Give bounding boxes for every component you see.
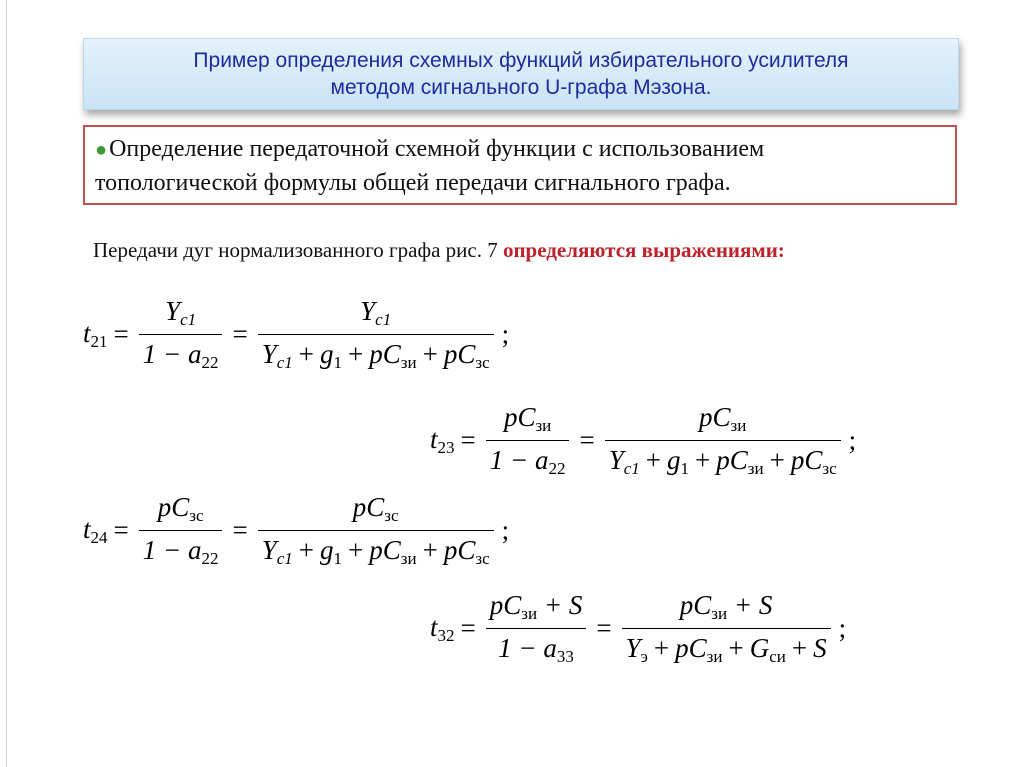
fraction-1: $\frac{Y_{c1}}{1 - a_{22}}$ <box>139 296 223 373</box>
fraction-2: $\frac{pC_{зи}}{Y_{c1} + g_1 + pC_{зи} + pC_{зс}}$ <box>605 402 841 479</box>
slide-title <box>83 38 959 110</box>
intro-emphasis: определяются выражениями: <box>502 238 785 262</box>
fraction-2: $\frac{pC_{зи} + S}{Y_э + pC_{зи} + G_{си} + S}$ <box>622 590 831 667</box>
formula-t32: $t_{32}$ = $\frac{pC_{зи} + S}{1 - a_{33}}$ = $\frac{pC_{зи} + S}{Y_э + pC_{зи} + G_{си} + S}$ ; <box>430 590 847 666</box>
slide-left-border <box>6 0 7 767</box>
formula-lhs: $t_{21}$ <box>83 317 108 351</box>
fraction-1: $\frac{pC_{зи} + S}{1 - a_{33}}$ <box>486 590 587 667</box>
bullet-icon: ● <box>95 139 108 161</box>
definition-line-2: топологической формулы общей передачи сигнального графа. <box>95 170 731 196</box>
definition-line-1: Определение передаточной схемной функции с использованием <box>109 136 765 162</box>
formula-t21: $t_{21}$ = $\frac{Y_{c1}}{1 - a_{22}}$ = $\frac{Y_{c1}}{Y_{c1} + g_1 + pC_{зи} + pC_{зс}}$ ; <box>83 296 510 372</box>
formula-lhs: $t_{24}$ <box>83 513 108 547</box>
fraction-2: $\frac{Y_{c1}}{Y_{c1} + g_1 + pC_{зи} + pC_{зс}}$ <box>258 296 494 373</box>
intro-text: Передачи дуг нормализованного графа рис. 7 определяются выражениями: <box>93 238 785 262</box>
formula-t24: $t_{24}$ = $\frac{pC_{зс}}{1 - a_{22}}$ = $\frac{pC_{зс}}{Y_{c1} + g_1 + pC_{зи} + pC_{зс}}$ ; <box>83 492 510 568</box>
title-line-2: методом сигнального U-графа Мэзона. <box>330 76 712 99</box>
formula-t23: $t_{23}$ = $\frac{pC_{зи}}{1 - a_{22}}$ = $\frac{pC_{зи}}{Y_{c1} + g_1 + pC_{зи} + pC_{зс}}$ ; <box>430 402 857 478</box>
fraction-2: $\frac{pC_{зс}}{Y_{c1} + g_1 + pC_{зи} + pC_{зс}}$ <box>258 492 494 569</box>
definition-box <box>83 125 957 205</box>
formula-lhs: $t_{23}$ <box>430 423 455 457</box>
title-line-1: Пример определения схемных функций избирательного усилителя <box>193 49 849 72</box>
formula-lhs: $t_{32}$ <box>430 611 455 645</box>
fraction-1: $\frac{pC_{зс}}{1 - a_{22}}$ <box>139 492 223 569</box>
fraction-1: $\frac{pC_{зи}}{1 - a_{22}}$ <box>486 402 570 479</box>
